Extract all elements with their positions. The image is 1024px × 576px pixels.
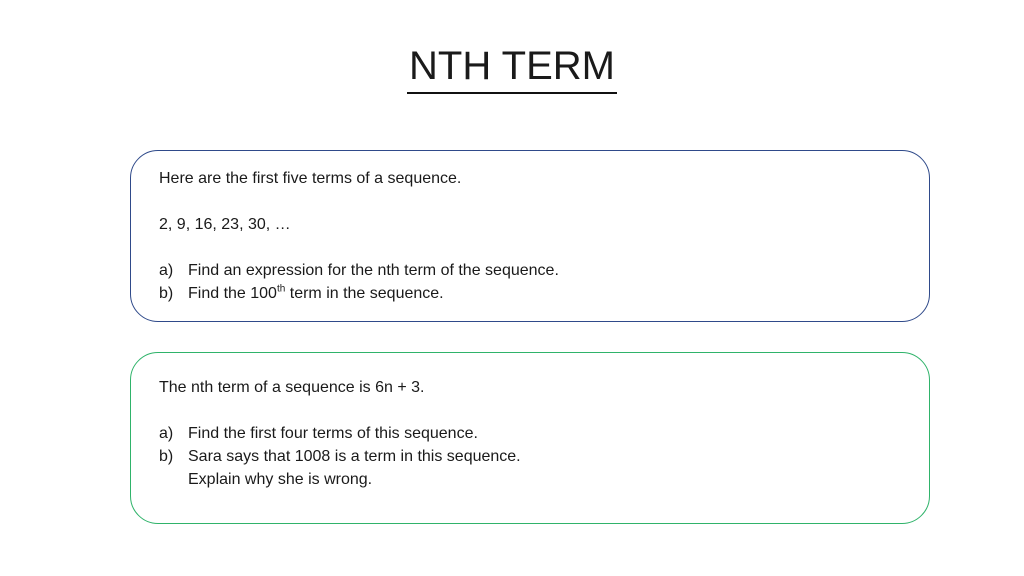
spacer bbox=[159, 236, 901, 259]
list-marker: a) bbox=[159, 262, 174, 279]
part-b-continuation: Explain why she is wrong. bbox=[188, 471, 373, 488]
part-b-text-before: Find the 100 bbox=[188, 285, 277, 302]
ordinal-superscript: th bbox=[276, 283, 286, 295]
part-b-text: Sara says that 1008 is a term in this sequence. bbox=[188, 448, 521, 465]
question-2-part-b bbox=[159, 445, 901, 468]
list-marker: a) bbox=[159, 425, 174, 442]
part-b-text bbox=[188, 282, 444, 305]
title-text: NTH TERM bbox=[407, 40, 617, 94]
question-1-part-b bbox=[159, 282, 901, 305]
part-a-text: Find the first four terms of this sequence. bbox=[188, 425, 478, 442]
slide-title bbox=[0, 40, 1024, 94]
list-marker: b) bbox=[159, 448, 174, 465]
question-1-intro: Here are the first five terms of a sequence. bbox=[159, 170, 462, 187]
spacer bbox=[159, 399, 901, 422]
question-box-1 bbox=[130, 150, 930, 322]
spacer bbox=[159, 190, 901, 213]
question-box-2 bbox=[130, 352, 930, 524]
part-a-text: Find an expression for the nth term of the sequence. bbox=[188, 262, 559, 279]
question-1-part-a bbox=[159, 259, 901, 282]
question-2-part-a bbox=[159, 422, 901, 445]
sequence-terms: 2, 9, 16, 23, 30, … bbox=[159, 216, 291, 233]
part-b-text-after: term in the sequence. bbox=[285, 285, 444, 302]
question-2-intro: The nth term of a sequence is 6n + 3. bbox=[159, 379, 425, 396]
list-marker: b) bbox=[159, 285, 174, 302]
